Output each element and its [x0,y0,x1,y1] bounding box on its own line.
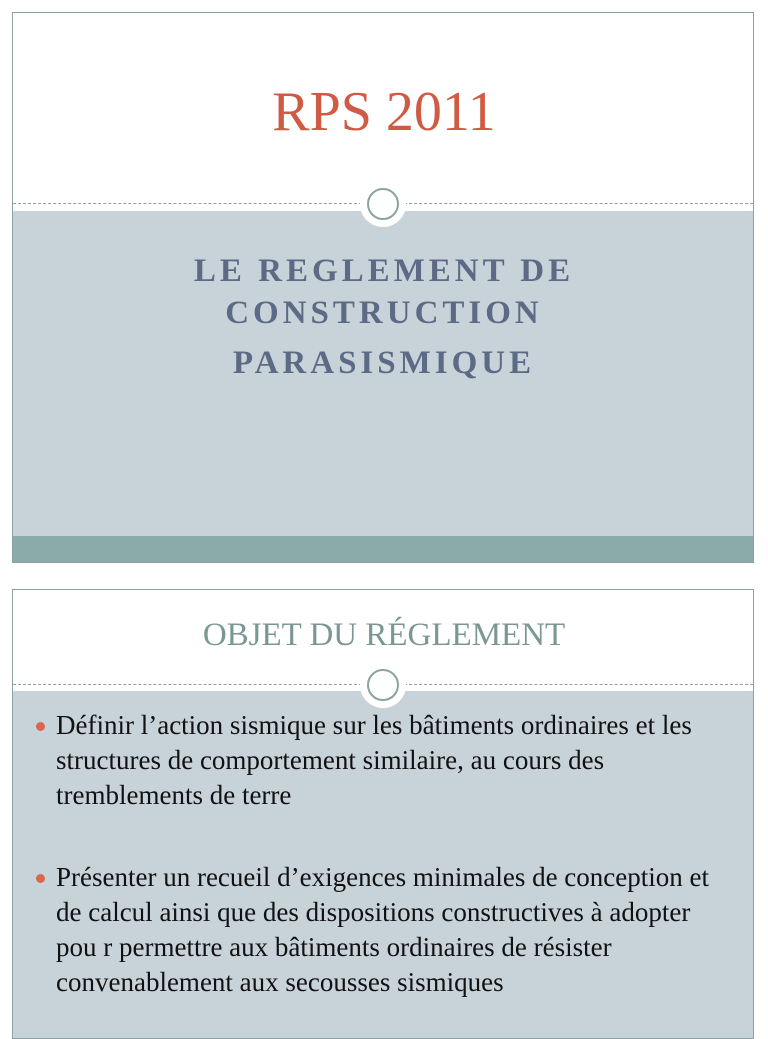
bullet-dot-icon [36,722,45,731]
section-title: OBJET DU RÉGLEMENT [202,617,566,653]
bullet-list [32,708,732,1000]
footer-band [13,536,753,562]
list-item [32,708,732,813]
list-item [32,860,732,1000]
ring-ornament-icon [360,662,406,708]
subtitle-line: CONSTRUCTION [225,295,543,331]
list-item-text: Définir l’action sismique sur les bâtiments ordinaires et les structures de comportement similaire, au cours des tremblements de terre [56,710,692,810]
subtitle-line: PARASISMIQUE [232,345,536,381]
list-item-text: Présenter un recueil d’exigences minimales de conception et de calcul ainsi que des dispositions constructives à adopter pou r permettre aux bâtiments ordinaires de résister convenablement aux secousses sismiques [56,862,709,997]
ring-ornament-icon [360,181,406,227]
page-title: RPS 2011 [272,81,496,143]
subtitle-line: LE REGLEMENT DE [193,253,575,289]
bullet-dot-icon [36,874,45,883]
page-subtitle [60,250,708,384]
